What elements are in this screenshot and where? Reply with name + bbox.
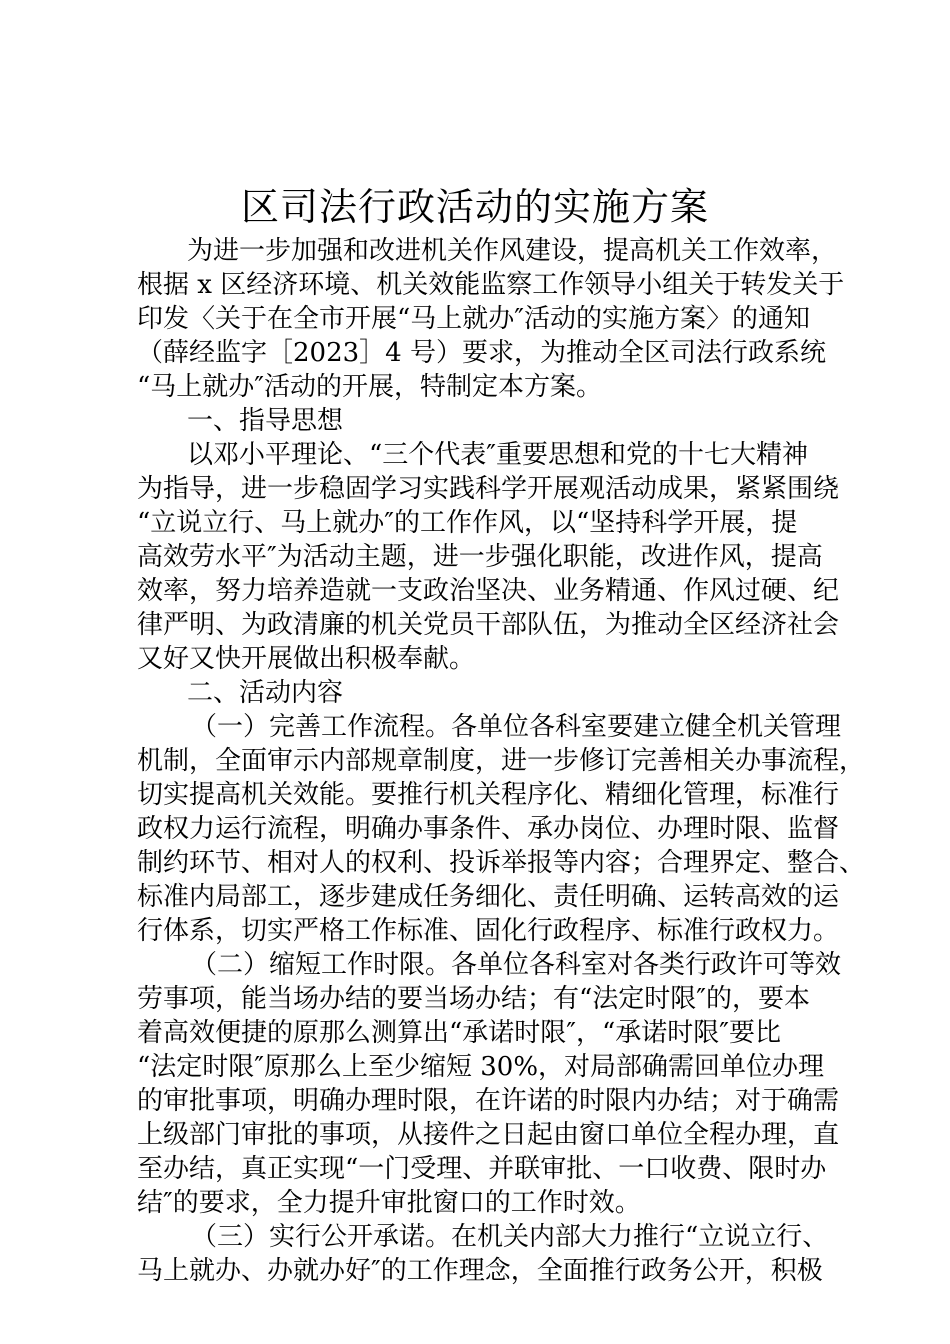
text-line: （薛经监字［2023］4 号）要求，为推动全区司法行政系统	[137, 338, 826, 368]
text-line: 印发〈关于在全市开展“马上就办″活动的实施方案〉的通知	[137, 304, 811, 334]
text-line: 切实提高机关效能。要推行机关程序化、精细化管理，标准行	[137, 780, 840, 810]
text-line: 结″的要求，全力提升审批窗口的工作时效。	[137, 1188, 641, 1218]
text-line: 一、指导思想	[187, 406, 344, 436]
text-line: （二）缩短工作时限。各单位各科室对各类行政许可等效	[191, 950, 842, 980]
text-line: 二、活动内容	[187, 678, 344, 708]
text-line: 行体系，切实严格工作标准、固化行政程序、标准行政权力。	[137, 916, 840, 946]
text-line: 效率，努力培养造就一支政治坚决、业务精通、作风过硬、纪	[137, 576, 840, 606]
text-line: 上级部门审批的事项，从接件之日起由窗口单位全程办理，直	[137, 1120, 840, 1150]
text-line: 标准内局部工，逐步建成任务细化、责任明确、运转高效的运	[137, 882, 840, 912]
text-line: 以邓小平理论、“三个代表″重要思想和党的十七大精神	[187, 440, 809, 470]
document-body	[137, 234, 866, 1288]
text-line: 律严明、为政清廉的机关党员干部队伍，为推动全区经济社会	[137, 610, 840, 640]
text-line: （一）完善工作流程。各单位各科室要建立健全机关管理	[191, 712, 842, 742]
text-line: 为指导，进一步稳固学习实践科学开展观活动成果，紧紧围绕	[137, 474, 840, 504]
text-line: 为进一步加强和改进机关作风建设，提高机关工作效率，	[187, 236, 838, 266]
text-line: 劳事项，能当场办结的要当场办结；有“法定时限″的，要本	[137, 984, 811, 1014]
text-line: 马上就办、办就办好″的工作理念，全面推行政务公开，积极	[137, 1256, 823, 1286]
text-line: “立说立行、马上就办″的工作作风，以“坚持科学开展，提	[137, 508, 798, 538]
text-line: 着高效便捷的原那么测算出“承诺时限″，“承诺时限″要比	[137, 1018, 782, 1048]
text-line: （三）实行公开承诺。在机关内部大力推行“立说立行、	[191, 1222, 829, 1252]
text-line: 根据 x 区经济环境、机关效能监察工作领导小组关于转发关于	[137, 270, 845, 300]
document-title: 区司法行政活动的实施方案	[240, 185, 709, 229]
text-line: “法定时限″原那么上至少缩短 30%，对局部确需回单位办理	[137, 1052, 825, 1082]
text-line: 的审批事项，明确办理时限，在许诺的时限内办结；对于确需	[137, 1086, 840, 1116]
text-line: 高效劳水平″为活动主题，进一步强化职能，改进作风，提高	[137, 542, 823, 572]
text-line: “马上就办″活动的开展，特制定本方案。	[137, 372, 603, 402]
text-line: 又好又快开展做出积极奉献。	[137, 644, 476, 674]
text-line: 至办结，真正实现“一门受理、并联审批、一口收费、限时办	[137, 1154, 827, 1184]
text-line: 机制，全面审示内部规章制度，进一步修订完善相关办事流程，	[137, 746, 866, 776]
text-line: 制约环节、相对人的权利、投诉举报等内容；合理界定、整合、	[137, 848, 866, 878]
text-line: 政权力运行流程，明确办事条件、承办岗位、办理时限、监督	[137, 814, 840, 844]
